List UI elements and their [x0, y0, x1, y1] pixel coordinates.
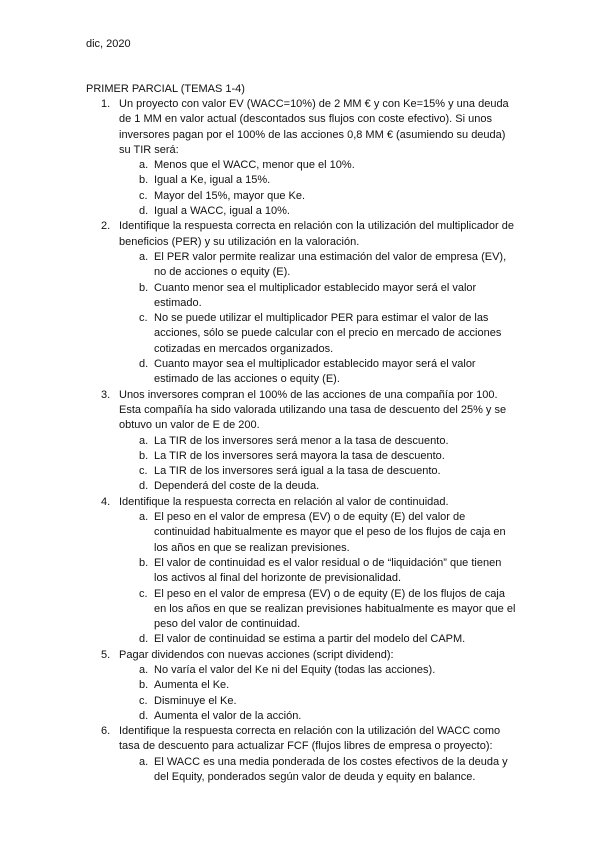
question-item: [101, 648, 517, 724]
question-item: [101, 495, 517, 648]
answer-option: [119, 204, 517, 219]
option-text: La TIR de los inversores será mayora la tasa de descuento.: [154, 449, 445, 462]
answer-option: [119, 173, 517, 188]
answer-options: [119, 250, 517, 388]
option-letter: b.: [139, 556, 149, 569]
answer-options: [119, 158, 517, 219]
option-text: El valor de continuidad se estima a partir del modelo del CAPM.: [154, 633, 466, 646]
option-text: Aumenta el Ke.: [154, 679, 230, 692]
option-text: El PER valor permite realizar una estimación del valor de empresa (EV), no de acciones o equity (E).: [154, 250, 507, 279]
answer-option: [119, 510, 517, 556]
option-letter: b.: [139, 449, 149, 462]
option-letter: b.: [139, 174, 149, 187]
question-number: 3.: [101, 388, 111, 401]
option-text: Cuanto mayor sea el multiplicador establecido mayor será el valor estimado de las acciones o equity (E).: [154, 358, 476, 386]
answer-option: [119, 663, 517, 678]
answer-option: [119, 556, 517, 587]
option-letter: c.: [139, 587, 148, 600]
option-letter: a.: [139, 663, 149, 676]
question-list: [101, 97, 517, 785]
option-text: Igual a WACC, igual a 10%.: [154, 205, 290, 218]
question-number: 4.: [101, 495, 111, 508]
question-text: Identifique la respuesta correcta en relación con la utilización del WACC como tasa de descuento para actualizar FCF (flujos libres de empresa o proyecto):: [119, 725, 501, 753]
option-letter: a.: [139, 511, 149, 524]
answer-option: [119, 189, 517, 204]
question-number: 6.: [101, 725, 111, 738]
option-text: Menos que el WACC, menor que el 10%.: [154, 159, 355, 172]
option-text: Aumenta el valor de la acción.: [154, 709, 302, 722]
option-letter: a.: [139, 250, 149, 263]
answer-option: [119, 281, 517, 312]
answer-option: [119, 678, 517, 693]
option-letter: d.: [139, 358, 149, 371]
option-text: No se puede utilizar el multiplicador PER para estimar el valor de las acciones, sólo se puede calcular con el precio en mercado de acciones cotizadas en mercados organizados.: [154, 312, 502, 355]
answer-option: [119, 449, 517, 464]
question-text: Unos inversores compran el 100% de las acciones de una compañía por 100. Esta compañía ha sido valorada utilizando una tasa de descuento del 25% y se obtuvo un valor de E de 200.: [119, 388, 507, 432]
option-text: El valor de continuidad es el valor residual o de “liquidación” que tienen los activos al final del horizonte de previsionalidad.: [154, 556, 502, 585]
option-letter: d.: [139, 205, 149, 218]
question-item: [101, 724, 517, 785]
answer-option: [119, 158, 517, 173]
question-item: [101, 97, 517, 219]
option-text: El peso en el valor de empresa (EV) o de equity (E) de los flujos de caja en los años en que se realizan previsiones habitualmente es mayor que el peso del valor de continuidad.: [154, 587, 516, 631]
option-text: Dependerá del coste de la deuda.: [154, 480, 320, 493]
option-text: La TIR de los inversores será menor a la tasa de descuento.: [154, 434, 449, 447]
question-text: Pagar dividendos con nuevas acciones (script dividend):: [119, 648, 394, 661]
answer-option: [119, 434, 517, 449]
question-text: Identifique la respuesta correcta en relación al valor de continuidad.: [119, 495, 449, 508]
option-letter: c.: [139, 694, 148, 707]
option-letter: b.: [139, 679, 149, 692]
answer-option: [119, 250, 517, 281]
option-letter: a.: [139, 159, 149, 172]
option-text: El peso en el valor de empresa (EV) o de equity (E) del valor de continuidad habitualmente es mayor que el peso de los flujos de caja en los años en que se realizan previsiones.: [154, 511, 506, 554]
option-text: Disminuye el Ke.: [154, 694, 237, 707]
option-text: Mayor del 15%, mayor que Ke.: [154, 189, 306, 202]
section-title: PRIMER PARCIAL (TEMAS 1-4): [86, 83, 245, 95]
answer-option: [119, 755, 517, 786]
question-text: Identifique la respuesta correcta en relación con la utilización del multiplicador de beneficios (PER) y su utilización en la valoración.: [119, 220, 515, 248]
answer-option: [119, 709, 517, 724]
option-letter: d.: [139, 633, 149, 646]
answer-options: [119, 510, 517, 648]
option-text: El WACC es una media ponderada de los costes efectivos de la deuda y del Equity, ponderados según valor de deuda y equity en balance.: [154, 755, 508, 784]
question-number: 5.: [101, 648, 111, 661]
option-text: La TIR de los inversores será igual a la tasa de descuento.: [154, 465, 441, 478]
option-letter: d.: [139, 709, 149, 722]
answer-options: [119, 755, 517, 786]
question-number: 1.: [101, 98, 111, 110]
answer-option: [119, 587, 517, 633]
answer-options: [119, 434, 517, 495]
option-text: Cuanto menor sea el multiplicador establecido mayor será el valor estimado.: [154, 281, 477, 309]
option-text: Igual a Ke, igual a 15%.: [154, 174, 271, 187]
document-date: dic, 2020: [86, 38, 131, 50]
question-number: 2.: [101, 220, 111, 233]
option-letter: b.: [139, 281, 149, 294]
option-letter: a.: [139, 434, 149, 447]
question-item: [101, 219, 517, 387]
option-letter: d.: [139, 480, 149, 493]
option-letter: c.: [139, 312, 148, 325]
question-text: Un proyecto con valor EV (WACC=10%) de 2 MM € y con Ke=15% y una deuda de 1 MM en valor actual (descontados sus flujos con coste efectivo). Si unos inversores pagan por el 100% de las acciones 0,8 MM € (asumiendo su deuda) su TIR será:: [119, 98, 509, 156]
option-text: No varía el valor del Ke ni del Equity (todas las acciones).: [154, 663, 436, 676]
answer-option: [119, 311, 517, 357]
answer-option: [119, 694, 517, 709]
question-item: [101, 388, 517, 495]
answer-option: [119, 479, 517, 494]
answer-options: [119, 663, 517, 724]
answer-option: [119, 632, 517, 647]
option-letter: c.: [139, 189, 148, 202]
option-letter: a.: [139, 755, 149, 768]
answer-option: [119, 464, 517, 479]
option-letter: c.: [139, 465, 148, 478]
answer-option: [119, 357, 517, 388]
